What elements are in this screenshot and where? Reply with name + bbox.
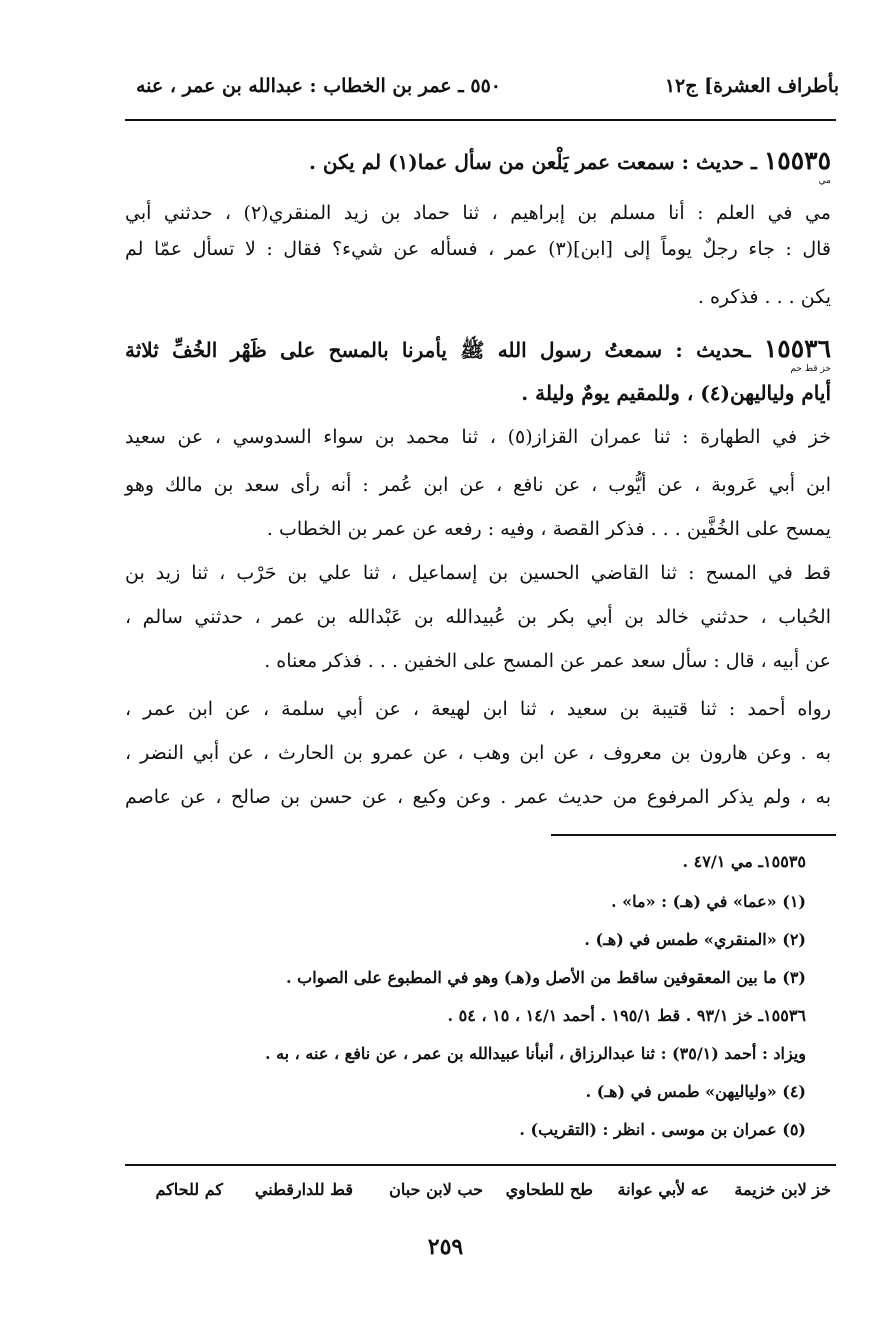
abbreviation-key: كم للحاكم: [155, 1180, 223, 1199]
abbreviation-key: خز لابن خزيمة: [734, 1180, 831, 1199]
text-line: به . وعن هارون بن معروف ، عن ابن وهب ، عن عمرو بن الحارث ، عن أبي النضر ،: [125, 742, 831, 764]
footnote: ١٥٥٣٥ـ مي ٤٧/١ .: [682, 852, 806, 871]
text-line: يكن . . . فذكره .: [697, 286, 831, 308]
footnote: (١) «عما» في (هـ) : «ما» .: [610, 892, 806, 911]
entry-title: ـ حديث : سمعت عمر يَلْعن من سأل عما(١) لم يكن .: [308, 150, 757, 174]
abbreviation-key: عه لأبي عوانة: [617, 1180, 709, 1199]
entry-title: ـحديث : سمعتُ رسول الله ﷺ يأمرنا بالمسح على ظَهْر الخُفِّ ثلاثة: [125, 338, 751, 362]
footnote: (٢) «المنقري» طمس في (هـ) .: [584, 930, 806, 949]
text-line: قط في المسح : ثنا القاضي الحسين بن إسماعيل ، ثنا علي بن حَرْب ، ثنا زيد بن: [125, 562, 831, 584]
abbreviation-key: طح للطحاوي: [505, 1180, 593, 1199]
entry-heading: [125, 334, 831, 365]
running-header-chapter: ٥٥٠ ـ عمر بن الخطاب : عبدالله بن عمر ، عنه: [135, 75, 501, 97]
page-number: ٢٥٩: [427, 1234, 464, 1260]
text-line: عن أبيه ، قال : سأل سعد عمر عن المسح على الخفين . . . فذكر معناه .: [264, 650, 831, 672]
entry-title-continued: أيام ولياليهن(٤) ، وللمقيم يومٌ وليلة .: [521, 381, 831, 405]
abbreviation-key: قط للدارقطني: [254, 1180, 353, 1199]
text-line: يمسح على الخُفَّين . . . فذكر القصة ، وفيه : رفعه عن عمر بن الخطاب .: [266, 518, 831, 540]
header-rule: [125, 119, 836, 121]
text-line: خز في الطهارة : ثنا عمران القزاز(٥) ، ثنا محمد بن سواء السدوسي ، عن سعيد: [125, 426, 831, 448]
footnote-rule: [551, 834, 836, 836]
legend-rule: [125, 1164, 836, 1166]
running-header-volume: بأطراف العشرة] ج١٢: [664, 75, 839, 97]
text-line: ابن أبي عَروبة ، عن أيُّوب ، عن نافع ، عن ابن عُمر : أنه رأى سعد بن مالك وهو: [125, 474, 831, 496]
text-line: رواه أحمد : ثنا قتيبة بن سعيد ، ثنا ابن لهيعة ، عن أبي سلمة ، عن ابن عمر ،: [125, 698, 831, 720]
entry-sigla: خز قط حم: [790, 364, 831, 374]
footnote: (٣) ما بين المعقوفين ساقط من الأصل و(هـ) وهو في المطبوع على الصواب .: [286, 968, 806, 987]
text-line: مي في العلم : أنا مسلم بن إبراهيم ، ثنا حماد بن زيد المنقري(٢) ، حدثني أبي: [125, 202, 831, 224]
entry-number: ١٥٥٣٦: [763, 334, 831, 363]
footnote: ويزاد : أحمد (٣٥/١) : ثنا عبدالرزاق ، أنبأنا عبيدالله بن عمر ، عن نافع ، عنه ، به .: [264, 1044, 806, 1063]
entry-sigla: مي: [818, 176, 831, 186]
text-line: قال : جاء رجلٌ يوماً إلى [ابن](٣) عمر ، فسأله عن شيء؟ فقال : لا تسأل عمّا لم: [125, 238, 831, 260]
entry-number: ١٥٥٣٥: [763, 146, 831, 175]
entry-heading: [125, 146, 831, 177]
footnote: ١٥٥٣٦ـ خز ٩٣/١ . قط ١٩٥/١ . أحمد ١٤/١ ، ١٥ ، ٥٤ .: [447, 1006, 806, 1025]
text-line: به ، ولم يذكر المرفوع من حديث عمر . وعن وكيع ، عن حسن بن صالح ، عن عاصم: [125, 786, 831, 808]
abbreviation-key: حب لابن حبان: [389, 1180, 483, 1199]
text-line: الحُباب ، حدثني خالد بن أبي بكر بن عُبيدالله بن عَبْدالله بن عمر ، حدثني سالم ،: [125, 606, 831, 628]
footnote: (٤) «ولياليهن» طمس في (هـ) .: [585, 1082, 806, 1101]
footnote: (٥) عمران بن موسى . انظر : (التقريب) .: [519, 1120, 806, 1139]
